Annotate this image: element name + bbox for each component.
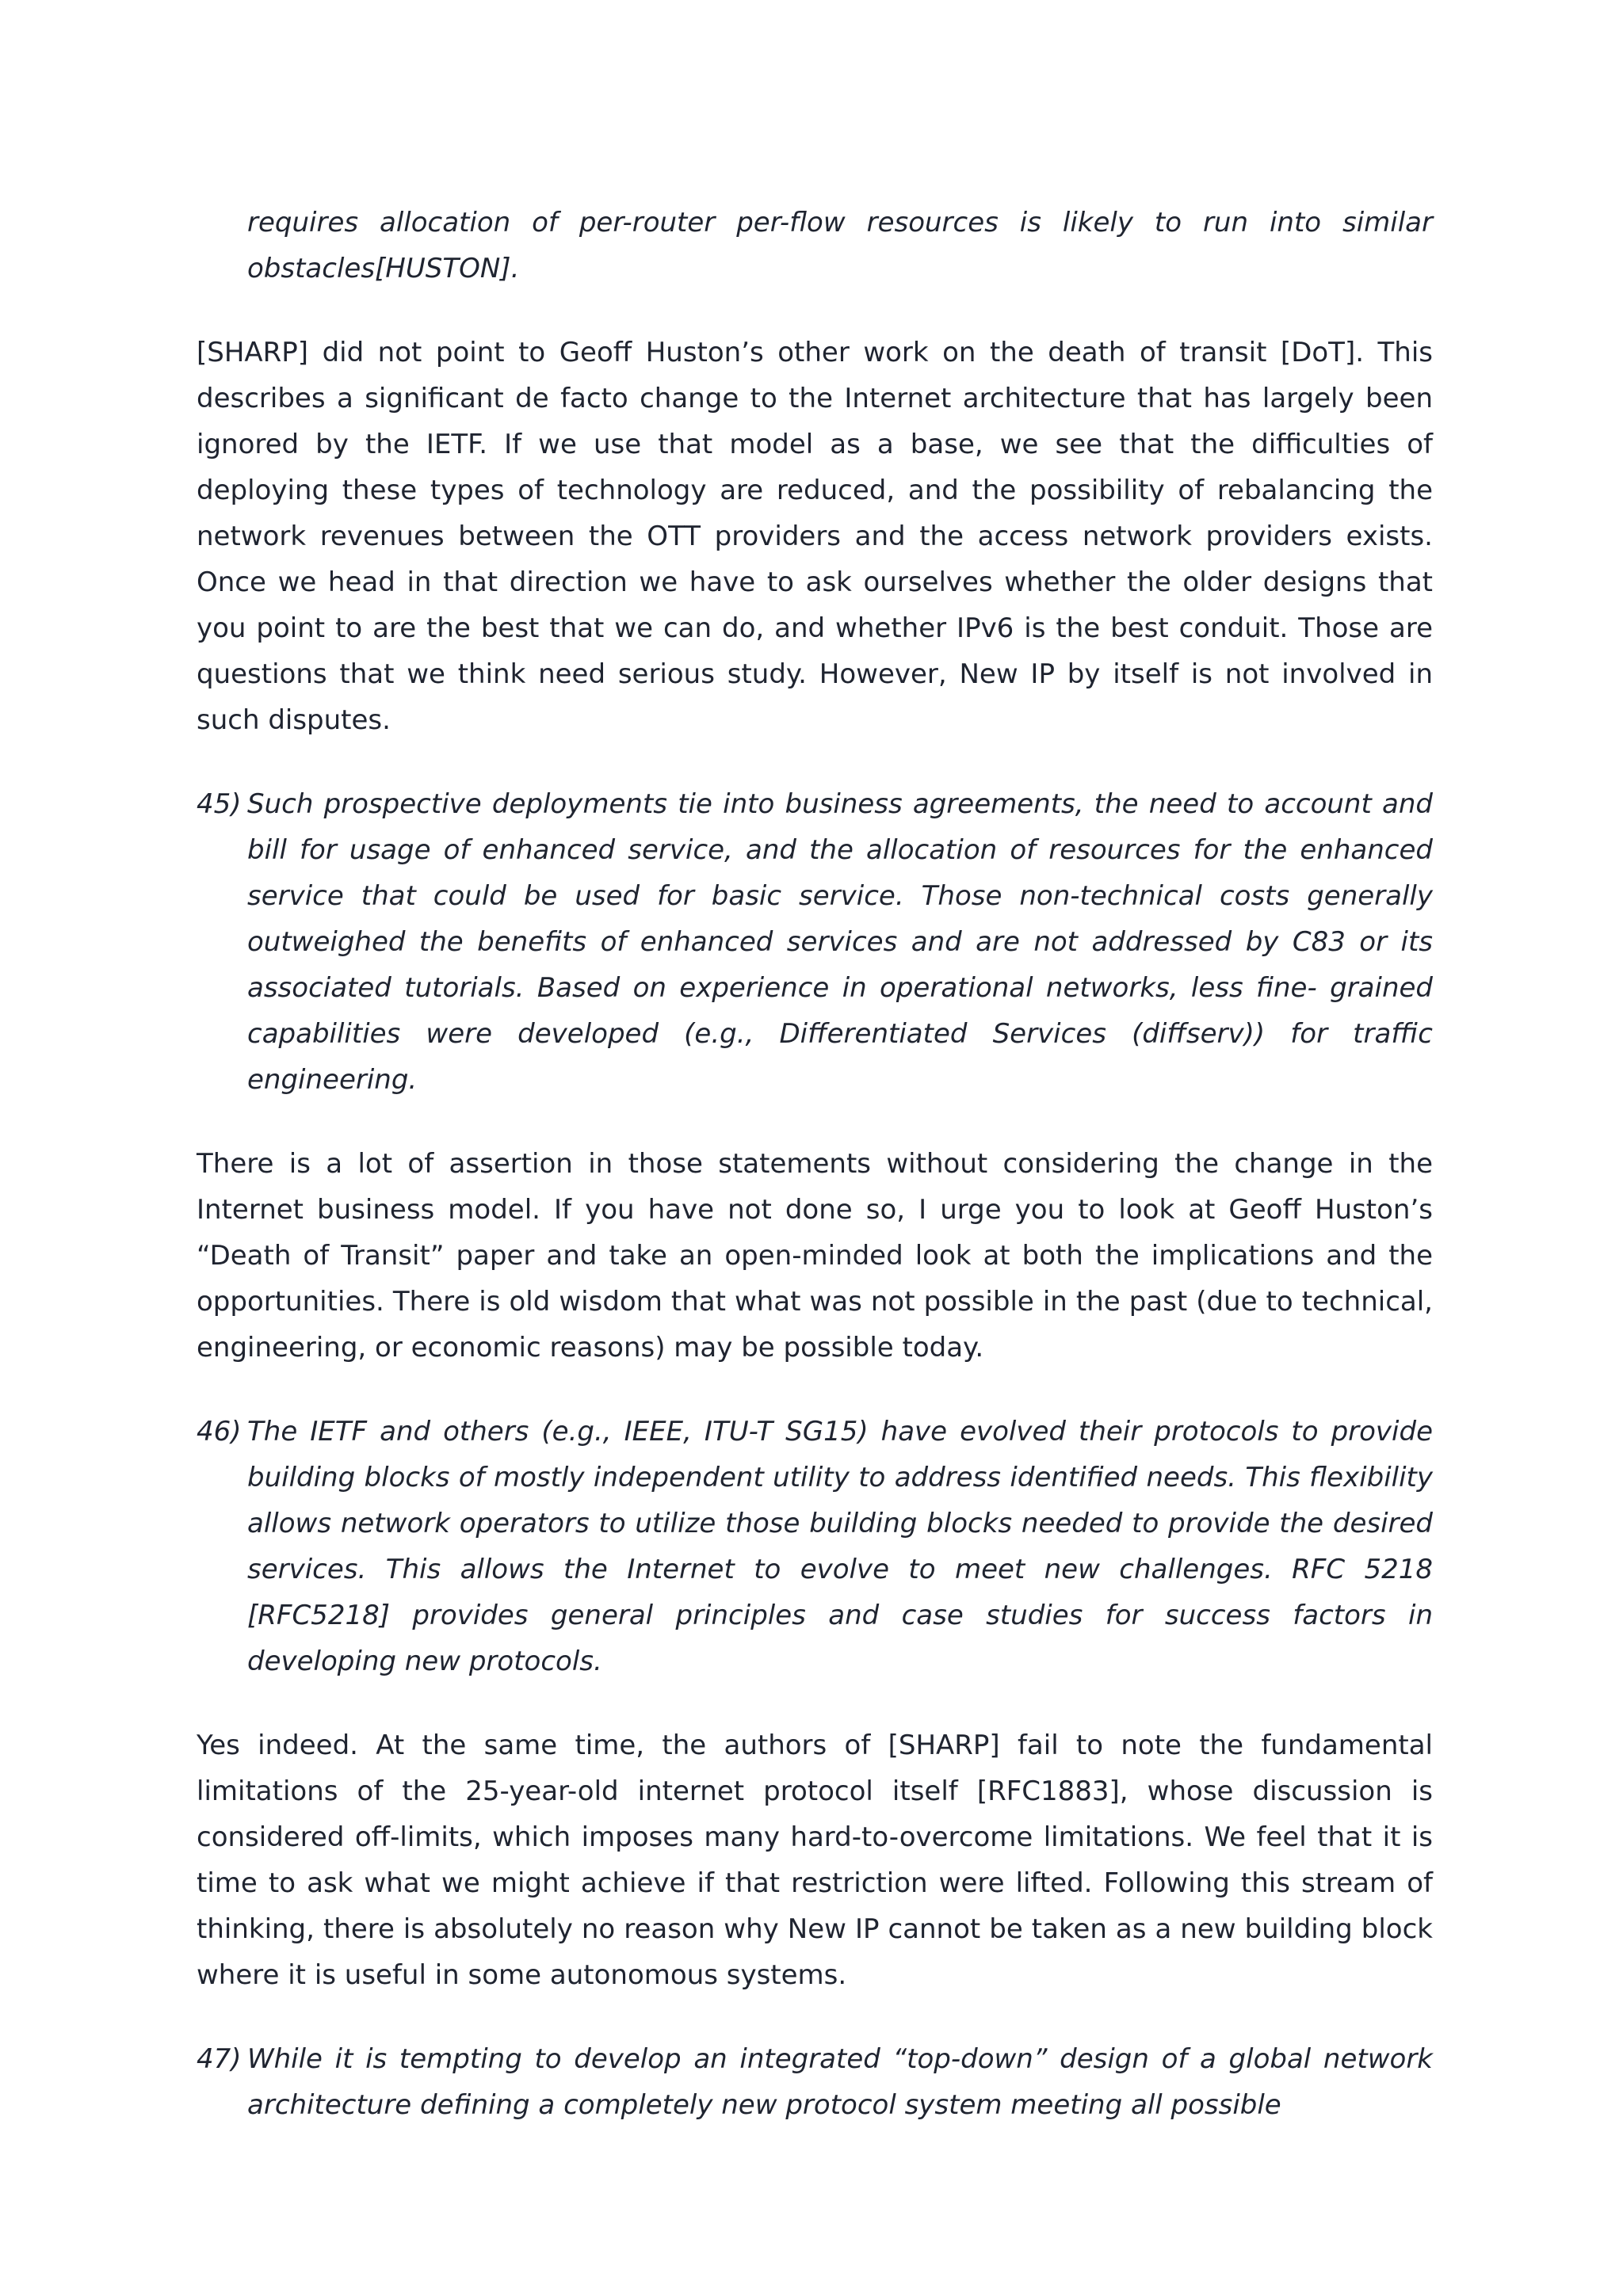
quoted-item-46 xyxy=(197,1409,1433,1684)
response-paragraph-2: There is a lot of assertion in those statements without considering the change in the Internet business model. If you have not done so, I urge you to look at Geoff Huston’s “Death of Transit” paper and take an open-minded look at both the implications and the opportunities. There is old wisdom that what was not possible in the past (due to technical, engineering, or economic reasons) may be possible today. xyxy=(197,1148,1433,1363)
response-paragraph-1: [SHARP] did not point to Geoff Huston’s other work on the death of transit [DoT]. This describes a significant de facto change to the Internet architecture that has largely been ignored by the IETF. If we use that model as a base, we see that the difficulties of deploying these types of technology are reduced, and the possibility of rebalancing the network revenues between the OTT providers and the access network providers exists. Once we head in that direction we have to ask ourselves whether the older designs that you point to are the best that we can do, and whether IPv6 is the best conduit. Those are questions that we think need serious study. However, New IP by itself is not involved in such disputes. xyxy=(197,337,1433,736)
document-body xyxy=(197,200,1433,2128)
item-number: 45) xyxy=(197,788,242,820)
item-number: 46) xyxy=(197,1416,242,1447)
item-text: The IETF and others (e.g., IEEE, ITU-T SG15) have evolved their protocols to provide building blocks of mostly independent utility to address identified needs. This flexibility allows network operators to utilize those building blocks needed to provide the desired services. This allows the Internet to evolve to meet new challenges. RFC 5218 [RFC5218] provides general principles and case studies for success factors in developing new protocols. xyxy=(247,1416,1433,1677)
response-paragraph-3: Yes indeed. At the same time, the authors of [SHARP] fail to note the fundamental limitations of the 25-year-old internet protocol itself [RFC1883], whose discussion is considered off-limits, which imposes many hard-to-overcome limitations. We feel that it is time to ask what we might achieve if that restriction were lifted. Following this stream of thinking, there is absolutely no reason why New IP cannot be taken as a new building block where it is useful in some autonomous systems. xyxy=(197,1730,1433,1991)
item-number: 47) xyxy=(197,2043,242,2075)
item-text: Such prospective deployments tie into business agreements, the need to account and bill for usage of enhanced service, and the allocation of resources for the enhanced service that could be used for basic service. Those non-technical costs generally outweighed the benefits of enhanced services and are not addressed by C83 or its associated tutorials. Based on experience in operational networks, less fine- grained capabilities were developed (e.g., Differentiated Services (diffserv)) for traffic engineering. xyxy=(247,788,1433,1096)
quoted-text-continuation: requires allocation of per-router per-flow resources is likely to run into similar obstacles[HUSTON]. xyxy=(247,207,1433,284)
item-text: While it is tempting to develop an integrated “top-down” design of a global network architecture defining a completely new protocol system meeting all possible xyxy=(247,2043,1433,2121)
quoted-item-45 xyxy=(197,781,1433,1103)
quoted-item-47 xyxy=(197,2036,1433,2128)
